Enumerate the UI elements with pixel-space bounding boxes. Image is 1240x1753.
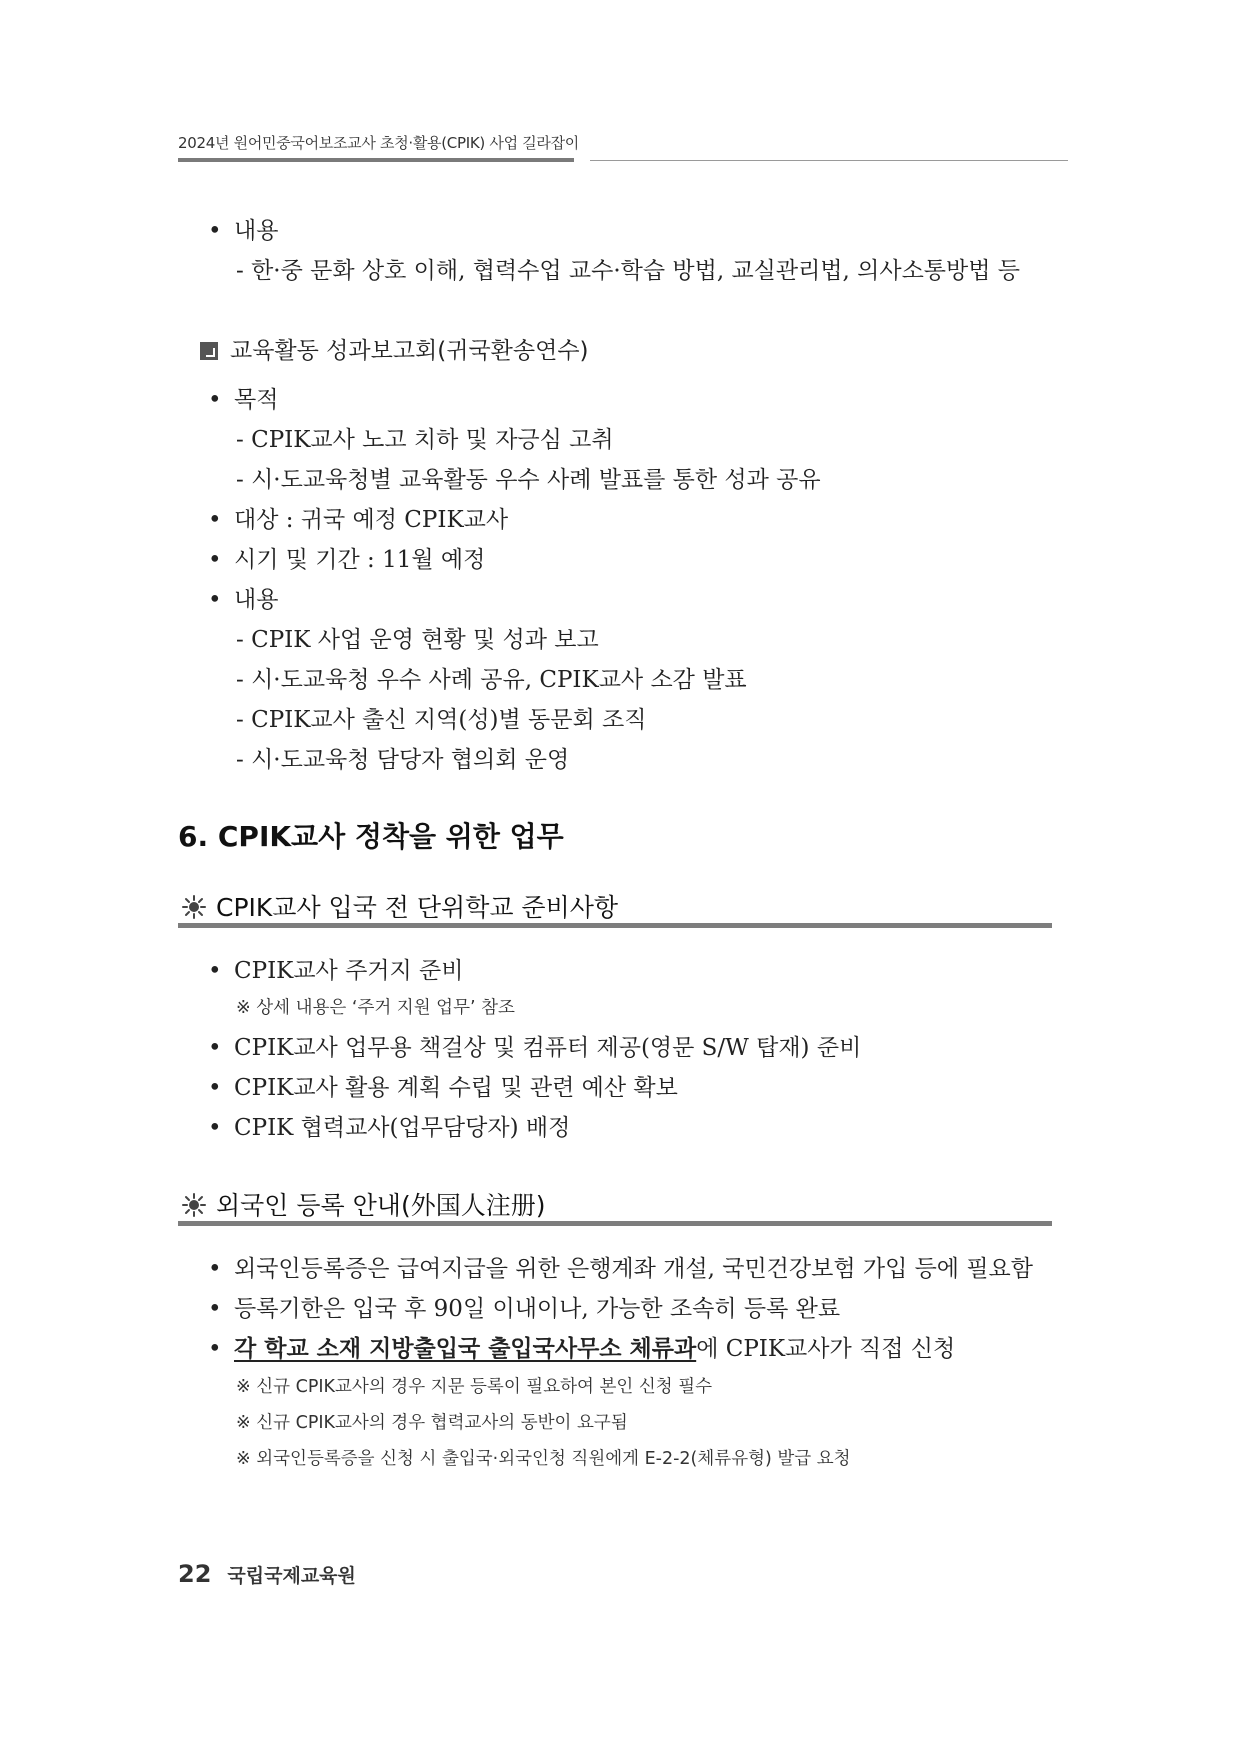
list-item-label: 외국인등록증은 급여지급을 위한 은행계좌 개설, 국민건강보험 가입 등에 필요함 (234, 1256, 1033, 1282)
bullet-icon: • (208, 1075, 222, 1101)
emphasized-text: 각 학교 소재 지방출입국 출입국사무소 체류과 (234, 1335, 697, 1362)
list-item (208, 952, 464, 985)
dash-item-text: CPIK교사 출신 지역(성)별 동문회 조직 (251, 707, 647, 733)
subsection-heading-prep (182, 888, 618, 924)
list-item-label: CPIK교사 업무용 책걸상 및 컴퓨터 제공(영문 S/W 탑재) 준비 (234, 1035, 862, 1061)
bullet-icon: • (208, 218, 222, 244)
subsection-heading-text: CPIK교사 입국 전 단위학교 준비사항 (216, 893, 619, 922)
list-item (208, 501, 508, 534)
list-item (208, 1109, 570, 1142)
list-item (208, 1290, 840, 1323)
note-line: ※ 신규 CPIK교사의 경우 협력교사의 동반이 요구됨 (236, 1413, 628, 1433)
note-line: ※ 외국인등록증을 신청 시 출입국·외국인청 직원에게 E-2-2(체류유형) 발급 요청 (236, 1449, 851, 1469)
list-item (208, 1250, 1033, 1283)
list-item-label: 목적 (234, 387, 279, 413)
dash-item-text: 시·도교육청 우수 사례 공유, CPIK교사 소감 발표 (251, 667, 747, 693)
list-item (208, 1029, 861, 1062)
list-item (208, 1330, 955, 1363)
list-item-label: 내용 (234, 218, 279, 244)
bullet-icon: • (208, 1035, 222, 1061)
page-number: 22 (178, 1560, 212, 1588)
check-square-icon (200, 342, 218, 360)
bullet-icon: • (208, 1256, 222, 1282)
bullet-icon: • (208, 587, 222, 613)
bullet-icon: • (208, 1115, 222, 1141)
dash-item-text: 한·중 문화 상호 이해, 협력수업 교수·학습 방법, 교실관리법, 의사소통방법 등 (251, 258, 1020, 284)
list-item-label: 내용 (234, 587, 279, 613)
bullet-icon: • (208, 958, 222, 984)
list-item (208, 1069, 678, 1102)
dash-item: - CPIK교사 노고 치하 및 자긍심 고취 (236, 427, 614, 453)
bullet-icon: • (208, 547, 222, 573)
dash-item: - CPIK 사업 운영 현황 및 성과 보고 (236, 627, 599, 653)
note-line: ※ 신규 CPIK교사의 경우 지문 등록이 필요하여 본인 신청 필수 (236, 1377, 713, 1397)
list-item-label: 시기 및 기간 : 11월 예정 (234, 547, 486, 573)
subsection-title-report (200, 332, 589, 365)
dash-item-text: 시·도교육청 담당자 협의회 운영 (251, 747, 570, 773)
list-item-label: CPIK교사 주거지 준비 (234, 958, 464, 984)
list-item (208, 541, 485, 574)
list-item-label: CPIK 협력교사(업무담당자) 배정 (234, 1115, 571, 1141)
organization-name: 국립국제교육원 (227, 1565, 356, 1587)
running-header: 2024년 원어민중국어보조교사 초청·활용(CPIK) 사업 길라잡이 (178, 134, 579, 152)
dash-item-text: CPIK교사 노고 치하 및 자긍심 고취 (251, 427, 614, 453)
dash-item-text: 시·도교육청별 교육활동 우수 사례 발표를 통한 성과 공유 (251, 467, 821, 493)
subsection-rule (178, 923, 1052, 928)
header-rule-thin (590, 160, 1068, 161)
sun-icon (182, 895, 206, 919)
dash-item: - 시·도교육청별 교육활동 우수 사례 발표를 통한 성과 공유 (236, 467, 821, 493)
list-item-label: 대상 : 귀국 예정 CPIK교사 (234, 507, 509, 533)
list-item (208, 381, 278, 414)
dash-item: - 한·중 문화 상호 이해, 협력수업 교수·학습 방법, 교실관리법, 의사소통방법 등 (236, 258, 1020, 284)
header-rule-thick (178, 158, 574, 162)
dash-item: - CPIK교사 출신 지역(성)별 동문회 조직 (236, 707, 647, 733)
list-item-label: 에 CPIK교사가 직접 신청 (696, 1336, 956, 1362)
page-footer (178, 1560, 356, 1588)
dash-item: - 시·도교육청 담당자 협의회 운영 (236, 747, 570, 773)
bullet-icon: • (208, 1336, 222, 1362)
list-item (208, 212, 278, 245)
sun-icon (182, 1193, 206, 1217)
subsection-title-text: 교육활동 성과보고회(귀국환송연수) (230, 338, 589, 364)
list-item (208, 581, 278, 614)
dash-item-text: CPIK 사업 운영 현황 및 성과 보고 (251, 627, 599, 653)
bullet-icon: • (208, 507, 222, 533)
subsection-heading-text: 외국인 등록 안내(外国人注册) (216, 1191, 546, 1220)
subsection-heading-registration (182, 1186, 545, 1222)
bullet-icon: • (208, 1296, 222, 1322)
section-title: 6. CPIK교사 정착을 위한 업무 (178, 820, 564, 853)
dash-item: - 시·도교육청 우수 사례 공유, CPIK교사 소감 발표 (236, 667, 747, 693)
bullet-icon: • (208, 387, 222, 413)
list-item-label: 등록기한은 입국 후 90일 이내이나, 가능한 조속히 등록 완료 (234, 1296, 841, 1322)
subsection-rule (178, 1221, 1052, 1226)
note-line: ※ 상세 내용은 ‘주거 지원 업무’ 참조 (236, 998, 515, 1018)
list-item-label: CPIK교사 활용 계획 수립 및 관련 예산 확보 (234, 1075, 678, 1101)
